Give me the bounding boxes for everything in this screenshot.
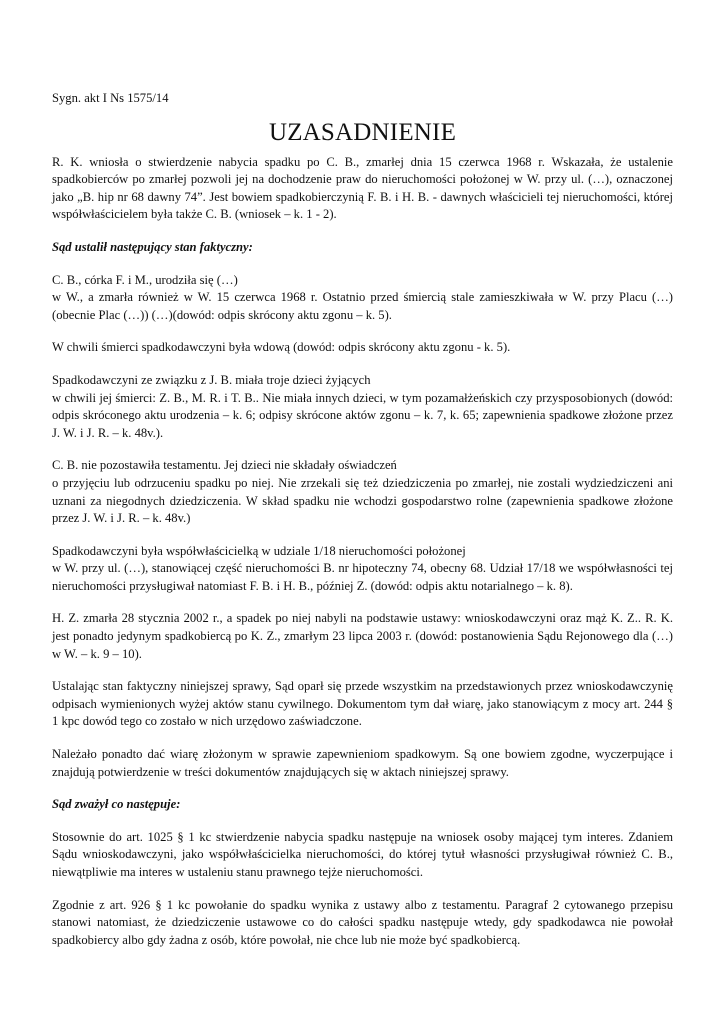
intro-paragraph: R. K. wniosła o stwierdzenie nabycia spadku po C. B., zmarłej dnia 15 czerwca 1968 r. Wskazała, że ustalenie spadkobierców po zmarłej pozwoli jej na dochodzenie praw do nieruchomości położonej w W. przy ul. (…), oznaczonej jako „B. hip nr 68 dawny 74”. Jest bowiem spadkobierczynią F. B. i H. B. - dawnych właścicieli tej nieruchomości, której współwłaścicielem była także C. B. (wniosek – k. 1 - 2). — [52, 154, 673, 222]
paragraph-line: C. B. nie pozostawiła testamentu. Jej dzieci nie składały oświadczeń — [52, 458, 397, 473]
paragraph-text: w W., a zmarła również w W. 15 czerwca 1968 r. Ostatnio przed śmiercią stale zamieszkiwała w W. przy Placu (…) (obecnie Plac (…)) (…)(dowód: odpis skrócony aktu zgonu – k. 5). — [52, 290, 673, 322]
paragraph-assurances: Należało ponadto dać wiarę złożonym w sprawie zapewnieniom spadkowym. Są one bowiem zgodne, wyczerpujące i znajdują potwierdzenie w treści dokumentów znajdujących się w aktach niniejszej sprawy. — [52, 747, 673, 779]
case-signature: Sygn. akt I Ns 1575/14 — [52, 91, 169, 105]
paragraph-heirs: H. Z. zmarła 28 stycznia 2002 r., a spadek po niej nabyli na podstawie ustawy: wnioskodawczyni oraz mąż K. Z.. R. K. jest ponadto jedynym spadkobiercą po K. Z., zmarłym 23 lipca 2003 r. (dowód: postanowienia Sądu Rejonowego dla (…) w W. – k. 9 – 10). — [52, 611, 673, 661]
paragraph-line: C. B., córka F. i M., urodziła się (…) — [52, 272, 238, 287]
paragraph-evidence: Ustalając stan faktyczny niniejszej sprawy, Sąd oparł się przede wszystkim na przedstawionych przez wnioskodawczynię odpisach wymienionych wyżej aktów stanu cywilnego. Dokumentom tym dał wiarę, jako stanowiącym z mocy art. 244 § 1 kpc dowód tego co zostało w nich urzędowo zaświadczone. — [52, 679, 673, 729]
paragraph-text: w chwili jej śmierci: Z. B., M. R. i T. B.. Nie miała innych dzieci, w tym pozamałżeńskich czy przysposobionych (dowód: odpis skróconego aktu urodzenia – k. 6; odpisy skrócone aktów zgonu – k. 7, k. 65; zapewnienia spadkowe złożone przez J. W. i J. R. – k. 48v.). — [52, 390, 673, 440]
paragraph-text: o przyjęciu lub odrzuceniu spadku po niej. Nie zrzekali się też dziedziczenia po zmarłej, nie zostali wydziedziczeni ani uznani za niegodnych dziedziczenia. W skład spadku nie wchodzi gospodarstwo rolne (zapewnienia spadkowe złożone przez J. W. i J. R. – k. 48v.) — [52, 475, 673, 526]
document-title: UZASADNIENIE — [268, 118, 457, 146]
paragraph-widow: W chwili śmierci spadkodawczyni była wdową (dowód: odpis skrócony aktu zgonu - k. 5). — [52, 340, 511, 355]
paragraph-birth-death — [52, 272, 673, 325]
paragraph-no-testament — [52, 457, 673, 527]
paragraph-line: Spadkodawczyni ze związku z J. B. miała troje dzieci żyjących — [52, 372, 371, 387]
paragraph-text: w W. przy ul. (…), stanowiącej część nieruchomości B. nr hipoteczny 74, obecny 68. Udział 17/18 we współwłasności tej nieruchomości przysługiwał natomiast F. B. i H. B., później Z. (dowód: odpis aktu notarialnego – k. 8). — [52, 561, 673, 593]
paragraph-co-ownership — [52, 543, 673, 596]
paragraph-interest: Stosownie do art. 1025 § 1 kc stwierdzenie nabycia spadku następuje na wniosek osoby mającej tym interes. Zdaniem Sądu wnioskodawczyni, jako współwłaścicielka nieruchomości, do której tytuł własności przysługiwał również C. B., niewątpliwie ma interes w ustaleniu stanu prawnego tejże nieruchomości. — [52, 829, 673, 879]
document-page — [52, 90, 673, 964]
law-heading: Sąd zważył co następuje: — [52, 797, 181, 812]
paragraph-line: Spadkodawczyni była współwłaścicielką w udziale 1/18 nieruchomości położonej — [52, 543, 466, 558]
paragraph-inheritance-basis: Zgodnie z art. 926 § 1 kc powołanie do spadku wynika z ustawy albo z testamentu. Paragraf 2 cytowanego przepisu stanowi natomiast, że dziedziczenie ustawowe co do całości spadku następuje wtedy, gdy spadkodawca nie powołał spadkobiercy albo gdy żadna z osób, które powołał, nie chce lub nie może być spadkobiercą. — [52, 897, 673, 947]
facts-heading: Sąd ustalił następujący stan faktyczny: — [52, 239, 253, 254]
paragraph-children — [52, 372, 673, 442]
